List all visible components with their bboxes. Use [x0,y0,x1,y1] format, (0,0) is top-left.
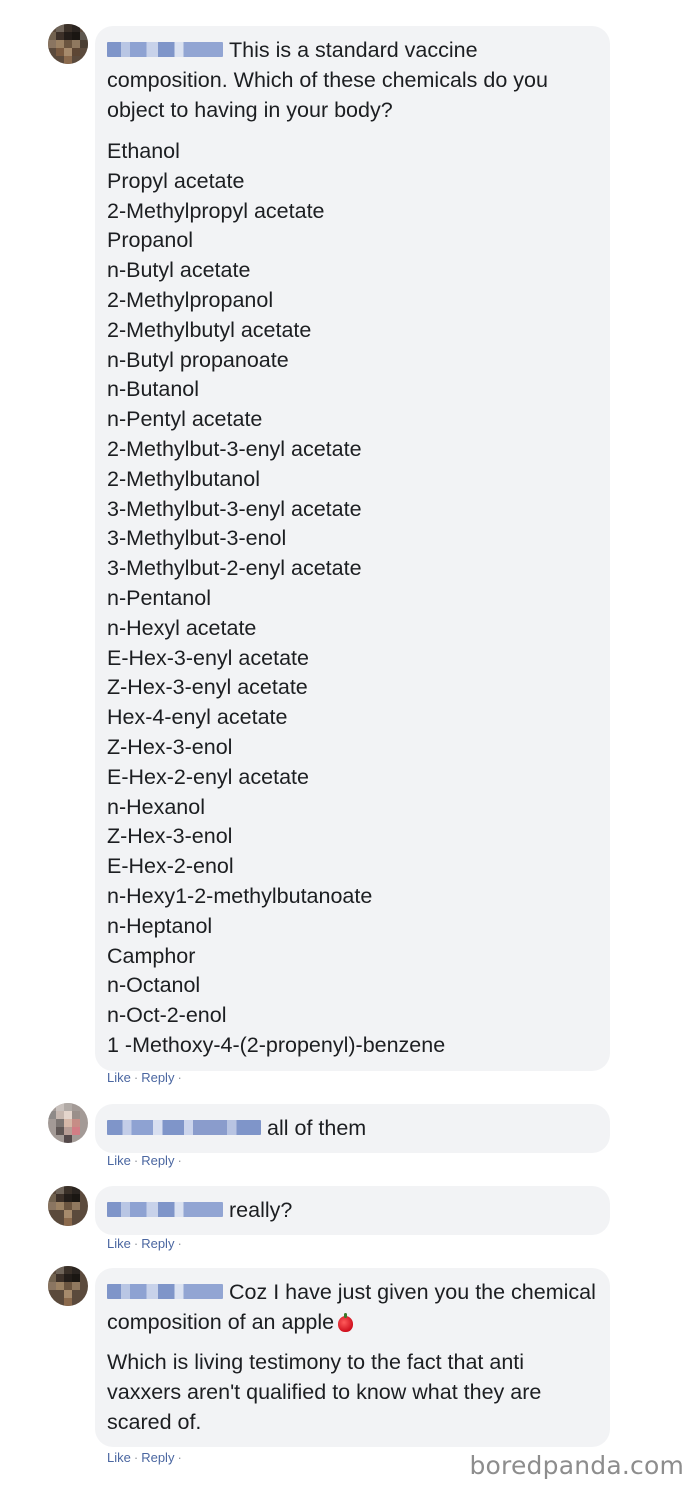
separator: · [177,1236,182,1251]
chemical-item: n-Hexanol [107,794,205,819]
comment-text: Which is living testimony to the fact that anti vaxxers aren't qualified to know what they are scared of. [107,1350,542,1434]
separator: · [177,1070,182,1085]
chemical-item: 3-Methylbut-3-enol [107,526,287,551]
chemical-item: n-Pentanol [107,585,211,610]
like-link[interactable]: Like [107,1450,131,1465]
comment-text: This is a standard vaccine composition. Which of these chemicals do you object to having in your body? [107,38,548,122]
author-name-blurred[interactable] [107,42,223,57]
separator: · [177,1450,182,1465]
comment-text: all of them [107,1113,598,1143]
chemical-item: Propanol [107,228,194,253]
reply-link[interactable]: Reply [141,1153,175,1168]
chemical-item: Propyl acetate [107,168,245,193]
chemical-item: n-Octanol [107,973,201,998]
chemical-item: Camphor [107,943,196,968]
like-link[interactable]: Like [107,1153,131,1168]
chemical-item: Ethanol [107,139,180,163]
like-link[interactable]: Like [107,1070,131,1085]
comment-actions [107,1070,185,1085]
chemical-item: n-Hexy1-2-methylbutanoate [107,883,373,908]
author-name-blurred[interactable] [107,1202,223,1217]
chemical-item: 2-Methylpropyl acetate [107,198,325,223]
chemical-item: 2-Methylbutanol [107,466,260,491]
avatar[interactable] [48,1266,88,1306]
chemical-item: n-Butanol [107,377,200,402]
comment-bubble [95,1104,610,1153]
comment-bubble [95,1268,610,1447]
watermark: boredpanda.com [469,1451,684,1480]
chemical-item: 1 -Methoxy-4-(2-propenyl)-benzene [107,1032,446,1057]
comment-text: Coz I have just given you the chemical composition of an apple [107,1280,596,1334]
chemical-item: 3-Methylbut-3-enyl acetate [107,496,362,521]
chemical-item: n-Butyl propanoate [107,347,289,372]
comment-actions [107,1450,185,1465]
chemical-item: Z-Hex-3-enol [107,734,233,759]
author-name-blurred[interactable] [107,1284,223,1299]
chemical-item: Z-Hex-3-enol [107,824,233,849]
chemical-item: 2-Methylbutyl acetate [107,317,312,342]
author-name-blurred[interactable] [107,1120,261,1135]
chemical-item: n-Butyl acetate [107,258,251,283]
reply-link[interactable]: Reply [141,1450,175,1465]
chemical-item: n-Hexyl acetate [107,615,257,640]
comment-text: really? [107,1195,598,1225]
separator: · [133,1153,139,1168]
chemical-item: 3-Methylbut-2-enyl acetate [107,556,362,581]
separator: · [133,1450,139,1465]
chemical-item: E-Hex-2-enyl acetate [107,764,309,789]
comment-actions [107,1236,185,1251]
separator: · [133,1236,139,1251]
chemical-item: n-Oct-2-enol [107,1003,227,1028]
apple-icon [338,1316,353,1332]
chemical-item: n-Pentyl acetate [107,407,263,432]
reply-link[interactable]: Reply [141,1070,175,1085]
chemical-item: 2-Methylpropanol [107,287,274,312]
separator: · [177,1153,182,1168]
avatar[interactable] [48,24,88,64]
reply-link[interactable]: Reply [141,1236,175,1251]
chemical-item: n-Heptanol [107,913,213,938]
comment-actions [107,1153,185,1168]
chemical-item: Z-Hex-3-enyl acetate [107,675,308,700]
avatar[interactable] [48,1186,88,1226]
like-link[interactable]: Like [107,1236,131,1251]
chemical-item: 2-Methylbut-3-enyl acetate [107,436,362,461]
chemical-list [107,137,598,1061]
separator: · [133,1070,139,1085]
avatar[interactable] [48,1103,88,1143]
comment-bubble [95,26,610,1071]
comment-bubble [95,1186,610,1235]
chemical-item: E-Hex-3-enyl acetate [107,645,309,670]
chemical-item: E-Hex-2-enol [107,854,234,879]
chemical-item: Hex-4-enyl acetate [107,705,288,730]
